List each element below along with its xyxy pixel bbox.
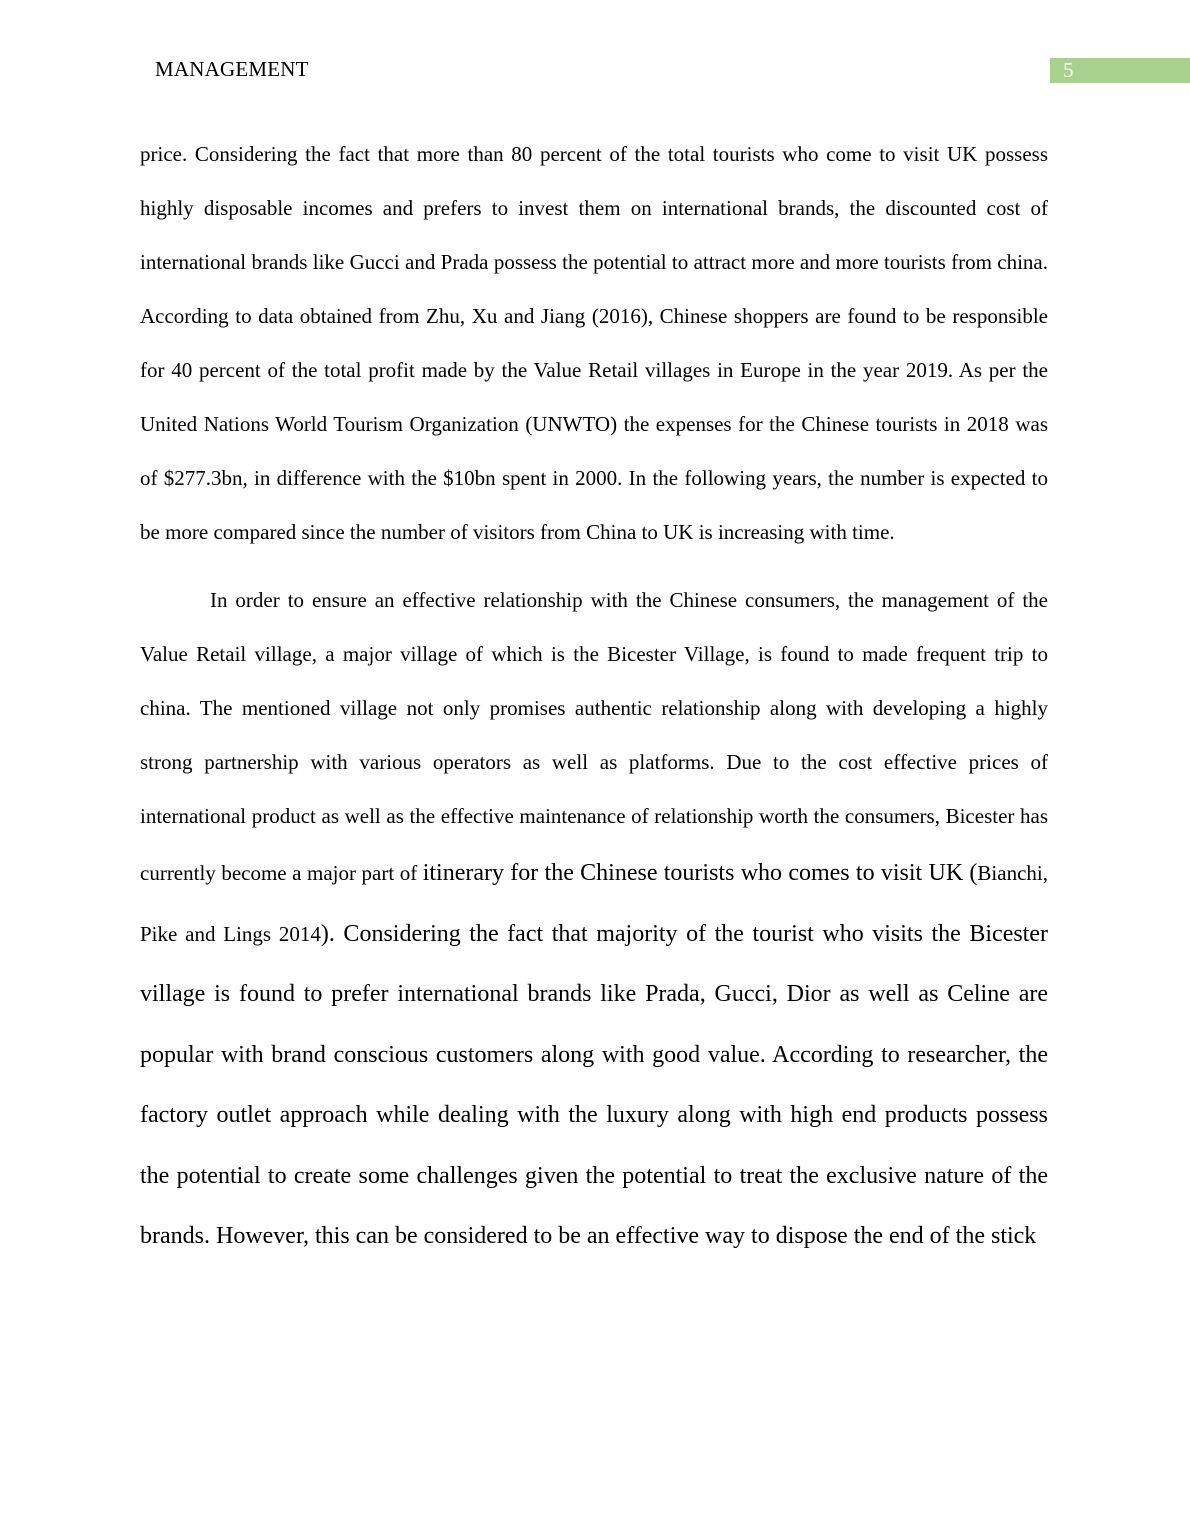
paragraph-2	[140, 573, 1048, 1267]
paragraph-2-part-3: ). Considering the fact that majority of the tourist who visits the Bicester village is found to prefer international brands like Prada, Gucci, Dior as well as Celine are popular with brand conscious customers along with good value. According to researcher, the factory outlet approach while dealing with the luxury along with high end products possess the potential to create some challenges given the potential to treat the exclusive nature of the brands. However, this can be considered to be an effective way to dispose the end of the stick	[140, 920, 1048, 1249]
running-head-title: MANAGEMENT	[155, 57, 309, 81]
citation: Bianchi, Pike and Lings 2014	[140, 861, 1048, 946]
paragraph-2-part-1: In order to ensure an effective relationship with the Chinese consumers, the management of the Value Retail village, a major village of which is the Bicester Village, is found to made frequent trip to china. The mentioned village not only promises authentic relationship along with developing a highly strong partnership with various operators as well as platforms. Due to the cost effective prices of international product as well as the effective maintenance of relationship worth the consumers, Bicester has currently become a major part of	[140, 588, 1048, 885]
paragraph-2-part-2	[140, 860, 1048, 1249]
page-number: 5	[1063, 58, 1074, 82]
page-number-badge	[1050, 58, 1190, 83]
document-body	[140, 127, 1048, 1267]
paragraph-2-itinerary-text: itinerary for the Chinese tourists who comes to visit UK (	[422, 860, 978, 886]
paragraph-1: price. Considering the fact that more than 80 percent of the total tourists who come to visit UK possess highly disposable incomes and prefers to invest them on international brands, the discounted cost of international brands like Gucci and Prada possess the potential to attract more and more tourists from china. According to data obtained from Zhu, Xu and Jiang (2016), Chinese shoppers are found to be responsible for 40 percent of the total profit made by the Value Retail villages in Europe in the year 2019. As per the United Nations World Tourism Organization (UNWTO) the expenses for the Chinese tourists in 2018 was of $277.3bn, in difference with the $10bn spent in 2000. In the following years, the number is expected to be more compared since the number of visitors from China to UK is increasing with time.	[140, 142, 1048, 544]
